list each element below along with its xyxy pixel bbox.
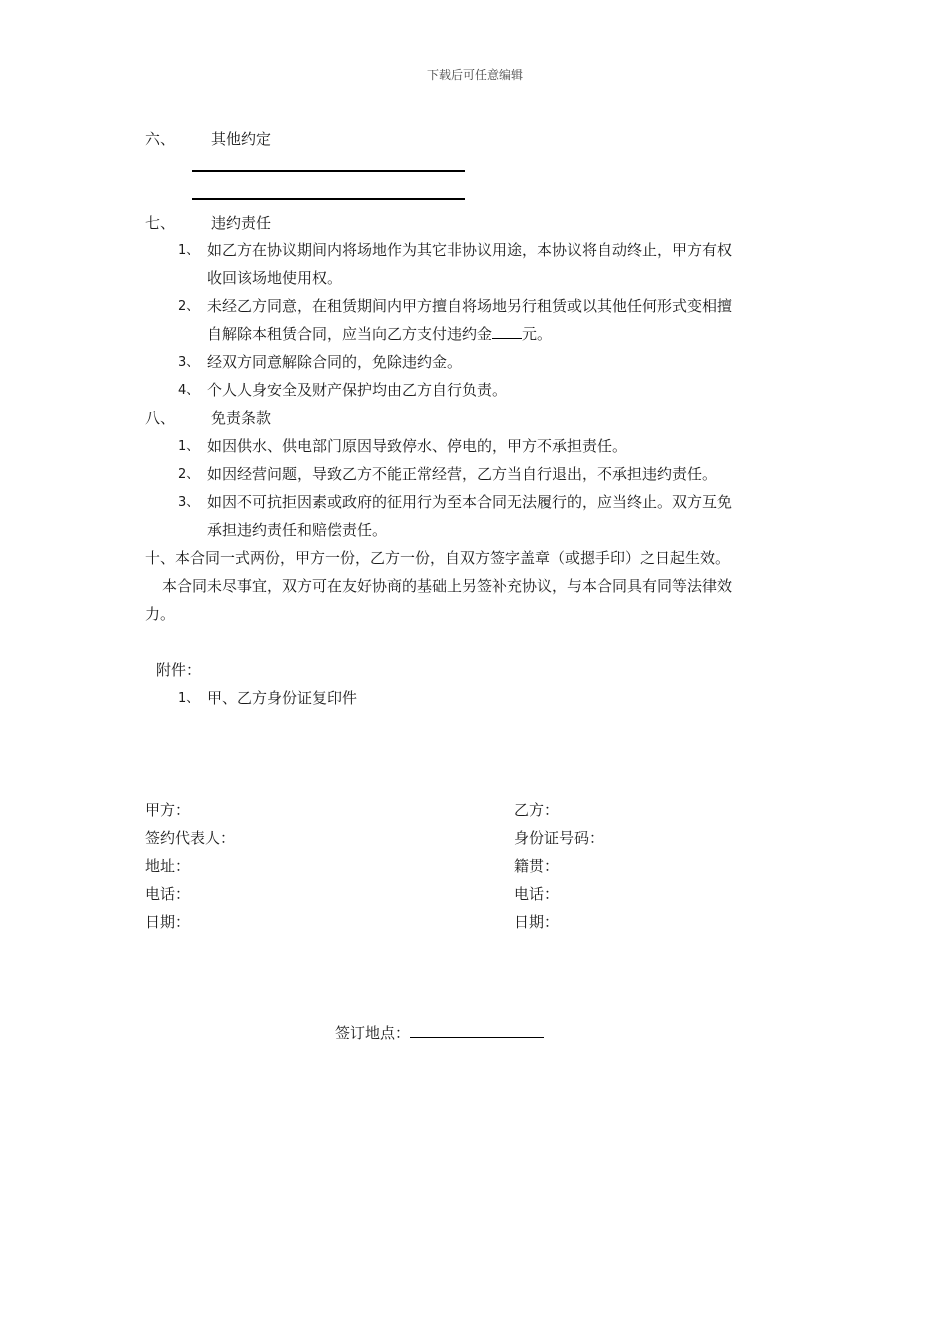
signing-place: [335, 1023, 544, 1043]
party-b-date-label: 日期：: [514, 913, 560, 931]
section-7-item-2-number: 2、: [178, 299, 200, 314]
party-a-date-label: 日期：: [145, 913, 191, 931]
party-a-phone-label: 电话：: [145, 885, 191, 903]
supplement-line-1: 本合同未尽事宜，双方可在友好协商的基础上另签补充协议，与本合同具有同等法律效: [162, 577, 733, 595]
signing-place-label: 签订地点：: [335, 1024, 411, 1042]
other-terms-blank-line-2: [192, 198, 465, 200]
section-8-title: 免责条款: [211, 409, 272, 427]
section-7-item-3-number: 3、: [178, 355, 200, 370]
party-b-name-label: 乙方：: [514, 801, 560, 819]
section-10-text: 十、本合同一式两份，甲方一份，乙方一份，自双方签字盖章（或摁手印）之日起生效。: [145, 549, 731, 567]
party-b-id-number-label: 身份证号码：: [514, 829, 605, 847]
signing-place-blank: [410, 1023, 544, 1038]
party-a-representative-label: 签约代表人：: [145, 829, 236, 847]
penalty-unit: 元。: [522, 325, 553, 343]
section-7-item-1-line-2: 收回该场地使用权。: [207, 269, 343, 287]
attachment-item-1-number: 1、: [178, 691, 200, 706]
penalty-clause-text: 自解除本租赁合同，应当向乙方支付违约金: [207, 325, 493, 343]
other-terms-blank-line-1: [192, 170, 465, 172]
section-7-item-3-line-1: 经双方同意解除合同的，免除违约金。: [207, 353, 463, 371]
section-8-number: 八、: [145, 409, 176, 427]
party-a-address-label: 地址：: [145, 857, 191, 875]
attachment-title: 附件：: [156, 661, 202, 679]
supplement-line-2: 力。: [145, 605, 176, 623]
section-7-item-4-line-1: 个人人身安全及财产保护均由乙方自行负责。: [207, 381, 508, 399]
page-header: 下载后可任意编辑: [426, 68, 523, 82]
section-7-item-1-number: 1、: [178, 243, 200, 258]
section-7-item-1-line-1: 如乙方在协议期间内将场地作为其它非协议用途，本协议将自动终止，甲方有权: [207, 241, 733, 259]
section-8-item-3-line-1: 如因不可抗拒因素或政府的征用行为至本合同无法履行的，应当终止。双方互免: [207, 493, 733, 511]
party-b-phone-label: 电话：: [514, 885, 560, 903]
section-6-number: 六、: [145, 130, 176, 148]
attachment-item-1-text: 甲、乙方身份证复印件: [207, 689, 358, 707]
section-7-item-4-number: 4、: [178, 383, 200, 398]
party-a-name-label: 甲方：: [145, 801, 191, 819]
section-7-item-2-line-2: [207, 324, 552, 344]
section-8-item-1-number: 1、: [178, 439, 200, 454]
party-b-native-place-label: 籍贯：: [514, 857, 560, 875]
section-8-item-2-number: 2、: [178, 467, 200, 482]
section-7-item-2-line-1: 未经乙方同意，在租赁期间内甲方擅自将场地另行租赁或以其他任何形式变相擅: [207, 297, 733, 315]
section-8-item-1-line-1: 如因供水、供电部门原因导致停水、停电的，甲方不承担责任。: [207, 437, 628, 455]
section-7-number: 七、: [145, 214, 176, 232]
section-7-title: 违约责任: [211, 214, 272, 232]
section-8-item-2-line-1: 如因经营问题，导致乙方不能正常经营，乙方当自行退出，不承担违约责任。: [207, 465, 718, 483]
penalty-amount-blank: [492, 324, 522, 339]
section-8-item-3-line-2: 承担违约责任和赔偿责任。: [207, 521, 388, 539]
section-6-title: 其他约定: [211, 130, 272, 148]
section-8-item-3-number: 3、: [178, 495, 200, 510]
